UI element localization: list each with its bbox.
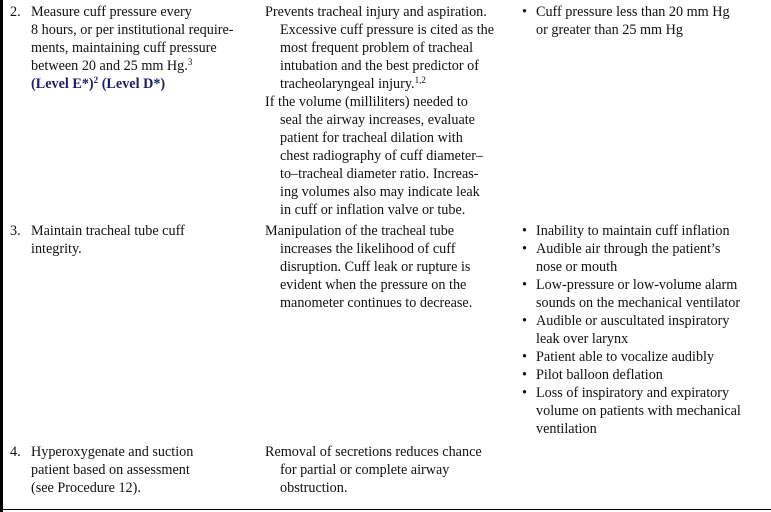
- left-border: [0, 0, 3, 512]
- report-text: leak over larynx: [536, 331, 629, 347]
- report-item: [522, 348, 767, 366]
- rationale-text: seal the airway increases, evaluate: [280, 112, 475, 128]
- report-item: [522, 222, 767, 240]
- bullet-icon: •: [522, 241, 527, 257]
- bullet-icon: •: [522, 313, 527, 329]
- report-text: Low-pressure or low-volume alarm: [536, 277, 738, 293]
- report-item: [522, 3, 767, 39]
- rationale-text: to–tracheal diameter ratio. Increas-: [280, 166, 479, 182]
- bullet-icon: •: [522, 4, 527, 20]
- table-bottom-rule: [0, 509, 771, 510]
- step-number: 4.: [10, 444, 21, 460]
- report-item: [522, 276, 767, 312]
- report-text: Cuff pressure less than 20 mm Hg: [536, 4, 730, 20]
- evidence-level: [10, 75, 250, 93]
- bullet-icon: •: [522, 349, 527, 365]
- step-text: [10, 57, 250, 75]
- step-number: 2.: [10, 4, 21, 20]
- reference: 2: [93, 75, 99, 85]
- rationale-text: disruption. Cuff leak or rupture is: [280, 259, 471, 275]
- bullet-icon: •: [522, 385, 527, 401]
- report-text: Inability to maintain cuff inflation: [536, 223, 730, 239]
- reference: 1,2: [414, 75, 426, 85]
- step-text: Maintain tracheal tube cuff: [31, 223, 185, 239]
- level-d: (Level D*): [101, 76, 166, 92]
- step-cell: [10, 3, 250, 93]
- step-text: (see Procedure 12).: [31, 480, 141, 496]
- rationale-text: Manipulation of the tracheal tube: [265, 223, 455, 239]
- step-text: Measure cuff pressure every: [31, 4, 192, 20]
- report-text: sounds on the mechanical ventilator: [536, 295, 741, 311]
- rationale-text: increases the likelihood of cuff: [280, 241, 456, 257]
- report-item: [522, 366, 767, 384]
- rationale-text: chest radiography of cuff diameter–: [280, 148, 484, 164]
- step-cell: [10, 222, 250, 258]
- rationale-text: ing volumes also may indicate leak: [280, 184, 480, 200]
- bullet-icon: •: [522, 223, 527, 239]
- report-item: [522, 384, 767, 438]
- report-text: Audible air through the patient’s: [536, 241, 721, 257]
- bullet-icon: •: [522, 277, 527, 293]
- report-text: Audible or auscultated inspiratory: [536, 313, 730, 329]
- rationale-text: for partial or complete airway: [280, 462, 450, 478]
- step-number: 3.: [10, 223, 21, 239]
- rationale-text: patient for tracheal dilation with: [280, 130, 463, 146]
- rationale-text: evident when the pressure on the: [280, 277, 467, 293]
- step-text: 8 hours, or per institutional require-: [31, 22, 234, 38]
- rationale-text: Prevents tracheal injury and aspiration.: [265, 4, 487, 20]
- step-text-line: between 20 and 25 mm Hg.: [31, 58, 188, 74]
- report-item: [522, 240, 767, 276]
- rationale-cell: [265, 3, 510, 219]
- rationale-text: [265, 75, 510, 93]
- step-cell: [10, 443, 250, 497]
- rationale-cell: [265, 222, 510, 312]
- step-text: integrity.: [31, 241, 82, 257]
- rationale-text: in cuff or inflation valve or tube.: [280, 202, 466, 218]
- step-text: patient based on assessment: [31, 462, 190, 478]
- rationale-text: Excessive cuff pressure is cited as the: [280, 22, 495, 38]
- report-text: or greater than 25 mm Hg: [536, 22, 683, 38]
- rationale-text: obstruction.: [280, 480, 348, 496]
- report-text: Pilot balloon deflation: [536, 367, 663, 383]
- report-cell: [522, 3, 767, 39]
- bullet-icon: •: [522, 367, 527, 383]
- report-cell: [522, 222, 767, 438]
- rationale-text: If the volume (milliliters) needed to: [265, 94, 468, 110]
- rationale-cell: [265, 443, 510, 497]
- step-text: Hyperoxygenate and suction: [31, 444, 194, 460]
- report-text: Loss of inspiratory and expiratory: [536, 385, 730, 401]
- step-text: ments, maintaining cuff pressure: [31, 40, 217, 56]
- level-e: (Level E*): [31, 76, 94, 92]
- report-text: Patient able to vocalize audibly: [536, 349, 715, 365]
- report-text: volume on patients with mechanical: [536, 403, 741, 419]
- report-item: [522, 312, 767, 348]
- rationale-text: Removal of secretions reduces chance: [265, 444, 482, 460]
- rationale-text-line: tracheolaryngeal injury.: [280, 76, 415, 92]
- rationale-text: manometer continues to decrease.: [280, 295, 473, 311]
- report-text: ventilation: [536, 421, 597, 437]
- reference: 3: [187, 57, 193, 67]
- rationale-text: intubation and the best predictor of: [280, 58, 479, 74]
- rationale-text: most frequent problem of tracheal: [280, 40, 474, 56]
- report-text: nose or mouth: [536, 259, 618, 275]
